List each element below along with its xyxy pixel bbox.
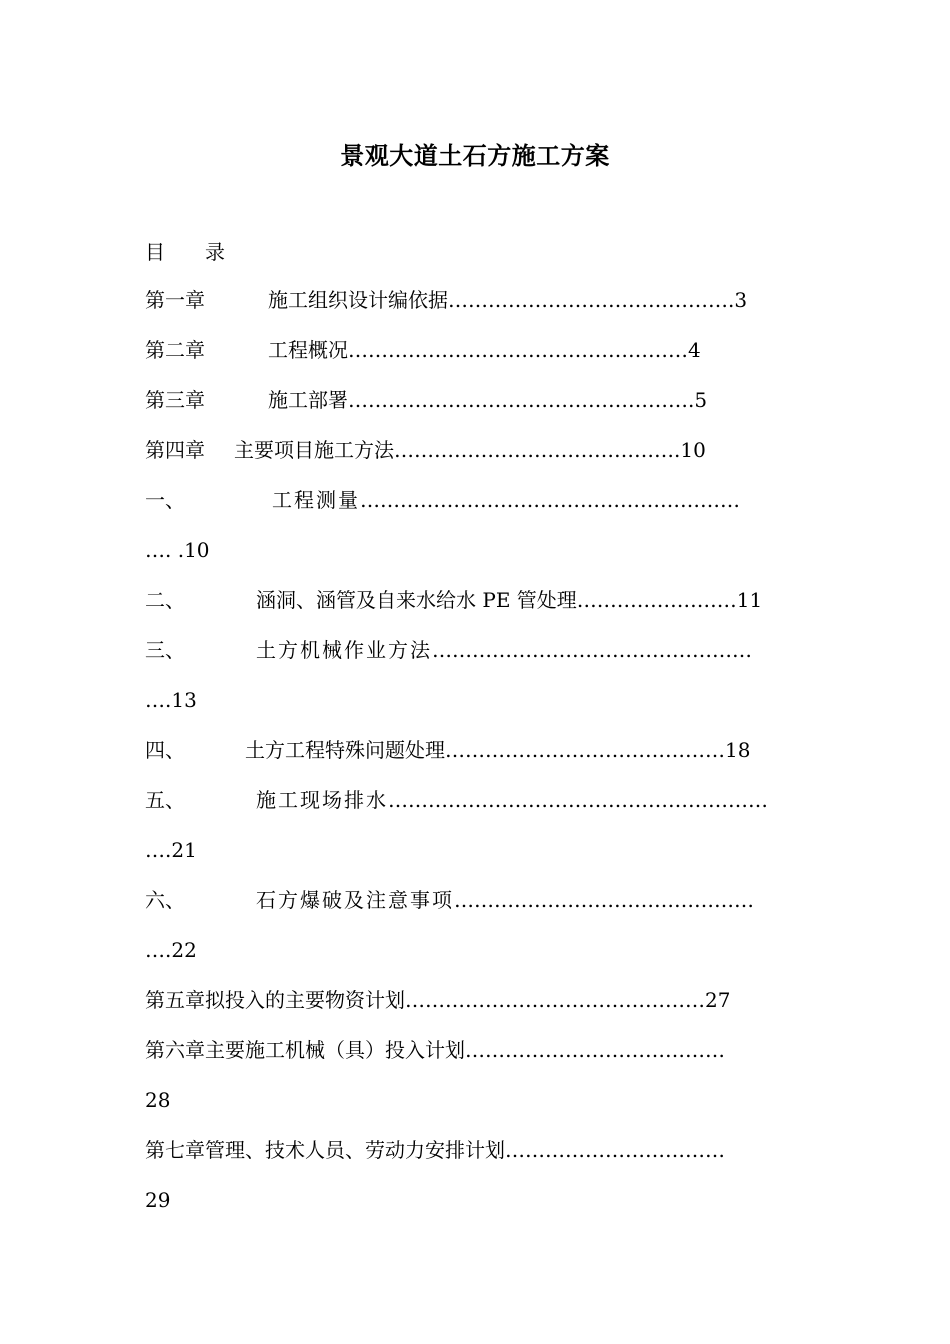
- toc-entry-text: 主要项目施工方法: [234, 438, 394, 462]
- toc-entry-label: 三、: [145, 638, 185, 662]
- toc-entry-page-continued: ….13: [145, 688, 197, 712]
- toc-entry-text: 工程概况: [268, 338, 348, 362]
- toc-entry-leader: ………………………………………: [405, 988, 705, 1012]
- toc-entry-leader: …………………………………………………: [388, 788, 768, 812]
- toc-entry-label: 五、: [145, 788, 185, 812]
- toc-entry[interactable]: [145, 786, 768, 814]
- toc-entry-text: 石方爆破及注意事项: [256, 888, 454, 912]
- toc-entry-text: 土方工程特殊问题处理: [245, 738, 445, 762]
- toc-entry[interactable]: [145, 436, 706, 464]
- toc-entry-text: 施工组织设计编依据: [268, 288, 448, 312]
- toc-entry-leader: ……………………: [576, 588, 737, 612]
- toc-entry-label: 四、: [145, 738, 185, 762]
- toc-entry-leader: …………………………………: [465, 1038, 725, 1062]
- toc-entry[interactable]: [145, 336, 701, 364]
- toc-entry-label: 第一章: [145, 288, 205, 312]
- toc-entry-leader: ……………………………………………: [348, 388, 688, 412]
- toc-entry-text: 土方机械作业方法: [256, 638, 432, 662]
- toc-entry-label: 一、: [145, 488, 185, 512]
- toc-entry-page-continued: ….21: [145, 838, 197, 862]
- toc-entry[interactable]: [145, 586, 762, 614]
- toc-entry-page-continued: …. .10: [145, 538, 210, 562]
- toc-entry-text: 拟投入的主要物资计划: [205, 988, 405, 1012]
- toc-entry-leader: ……………………………………: [448, 288, 728, 312]
- toc-entry[interactable]: [145, 1136, 725, 1164]
- toc-entry[interactable]: [145, 886, 754, 914]
- toc-entry-page-continued: ….22: [145, 938, 197, 962]
- toc-entry[interactable]: [145, 736, 750, 764]
- toc-heading-char-2: 录: [205, 240, 225, 264]
- toc-entry-page: 11: [736, 588, 763, 612]
- toc-entry-text: 施工部署: [268, 388, 348, 412]
- toc-entry-label: 第七章: [145, 1138, 205, 1162]
- toc-entry-leader: ……………………………: [505, 1138, 725, 1162]
- toc-entry-page: 18: [725, 738, 751, 762]
- toc-entry-page: .5: [688, 388, 708, 412]
- toc-entry-text: 管理、技术人员、劳动力安排计划: [205, 1138, 505, 1162]
- document-title: 景观大道土石方施工方案: [340, 141, 610, 170]
- toc-entry-leader: ……………………………………………: [348, 338, 688, 362]
- toc-entry[interactable]: [145, 386, 707, 414]
- toc-entry[interactable]: [145, 286, 747, 314]
- toc-entry-leader: …………………………………………………: [360, 488, 740, 512]
- toc-entry-text: 工程测量: [272, 488, 360, 512]
- toc-heading: [145, 236, 265, 265]
- toc-entry-label: 第四章: [145, 438, 205, 462]
- toc-entry-label: 第六章: [145, 1038, 205, 1062]
- toc-entry[interactable]: [145, 986, 730, 1014]
- toc-entry-leader: …………………………………………: [432, 638, 752, 662]
- toc-entry-page: .3: [728, 288, 748, 312]
- toc-entry-label: 第三章: [145, 388, 205, 412]
- toc-entry-page-continued: 29: [145, 1188, 171, 1212]
- toc-entry-leader: ……………………………………: [445, 738, 725, 762]
- toc-entry-leader: ……………………………………: [394, 438, 674, 462]
- toc-entry-leader: ………………………………………: [454, 888, 754, 912]
- toc-entry-label: 第五章: [145, 988, 205, 1012]
- toc-entry-label: 第二章: [145, 338, 205, 362]
- toc-entry[interactable]: [145, 486, 740, 514]
- toc-entry-page: .10: [674, 438, 706, 462]
- toc-entry-label: 六、: [145, 888, 185, 912]
- toc-heading-char-1: 目: [145, 240, 165, 264]
- toc-entry-label: 二、: [145, 588, 185, 612]
- toc-entry-text: 施工现场排水: [256, 788, 388, 812]
- toc-entry-page: 27: [705, 988, 731, 1012]
- toc-entry[interactable]: [145, 636, 752, 664]
- toc-entry-page: 4: [688, 338, 701, 362]
- toc-entry-text: 涵洞、涵管及自来水给水 PE 管处理: [256, 588, 577, 612]
- toc-entry-text: 主要施工机械（具）投入计划: [205, 1038, 465, 1062]
- toc-entry-page-continued: 28: [145, 1088, 171, 1112]
- toc-entry[interactable]: [145, 1036, 725, 1064]
